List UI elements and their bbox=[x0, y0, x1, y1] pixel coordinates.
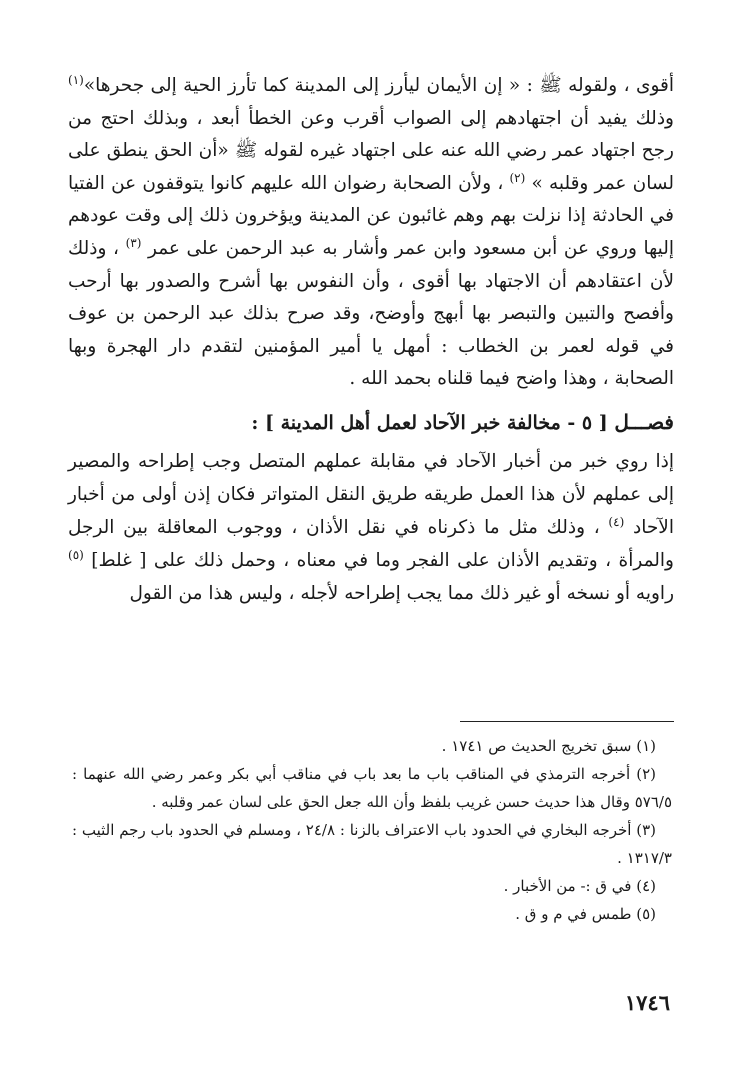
section-heading bbox=[68, 406, 674, 439]
footnote-3: (٣) أخرجه البخاري في الحدود باب الاعتراف بالزنا : ٢٤/٨ ، ومسلم في الحدود باب رجم الثيب : ١٣١٧/٣ . bbox=[72, 821, 672, 867]
footnote-ref-2: (٢) bbox=[509, 170, 526, 185]
paragraph-1-part-c: ، ولأن الصحابة رضوان الله عليهم كانوا يتوقفون عن الفتيا في الحادثة إذا نزلت بهم وهم غائبون عن المدينة ويؤخرون ذلك إلى وقت عودهم إليها وروي عن أبن مسعود وابن عمر وأشار به عبد الرحمن على عمر bbox=[68, 172, 674, 259]
paragraph-1-part-a: أقوى ، ولقوله ﷺ : « إن الأيمان ليأرز إلى المدينة كما تأرز الحية إلى جحرها» bbox=[83, 75, 674, 96]
section-body bbox=[68, 445, 674, 610]
paragraph-2-part-c: راويه أو نسخه أو غير ذلك مما يجب إطراحه لأجله ، وليس هذا من القول bbox=[129, 582, 674, 604]
section-title: [ ٥ - مخالفة خبر الآحاد لعمل أهل المدينة ] : bbox=[251, 411, 608, 434]
footnote-2: (٢) أخرجه الترمذي في المناقب باب ما بعد باب في مناقب أبي بكر وعمر رضي الله عنهما : ٥٧٦/٥ وقال هذا حديث حسن غريب بلفظ وأن الله جعل الحق على لسان عمر وقلبه . bbox=[72, 765, 672, 811]
section-lead: فصـــل bbox=[614, 409, 674, 434]
footnote-ref-5: (٥) bbox=[68, 547, 84, 562]
footnotes bbox=[72, 732, 672, 928]
paragraph-2-part-a: إذا روي خبر من أخبار الآحاد في مقابلة عملهم المتصل وجب إطراحه والمصير إلى عملهم لأن هذا العمل طريقه طريق النقل المتواتر فكان إذن أولى من أخبار الآحاد bbox=[68, 450, 674, 538]
paragraph-1 bbox=[68, 70, 674, 396]
paragraph-2 bbox=[68, 445, 674, 610]
footnote-4: (٤) في ق :- من الأخبار . bbox=[503, 877, 656, 895]
footnote-ref-3: (٣) bbox=[125, 235, 142, 250]
main-text bbox=[68, 70, 674, 396]
footnote-5: (٥) طمس في م و ق . bbox=[515, 905, 656, 923]
footnote-divider bbox=[460, 721, 674, 722]
footnote-ref-4: (٤) bbox=[608, 514, 625, 529]
page-number: ١٧٤٦ bbox=[624, 990, 670, 1015]
footnote-ref-1: (١) bbox=[68, 72, 84, 87]
paragraph-2-part-b: ، وذلك مثل ما ذكرناه في نقل الأذان ، ووجوب المعاقلة بين الرجل والمرأة ، وتقديم الأذان على الفجر وما في معناه ، وحمل ذلك على [ غلط] bbox=[68, 516, 674, 571]
page-content bbox=[68, 70, 674, 610]
paragraph-1-part-d: ، وذلك لأن اعتقادهم أن الاجتهاد بها أقوى ، وأن النفوس بها أشرح والصدور بها أرحب وأفصح والتبين والتبصر بها أبهج وأوضح، وقد صرح بذلك عبد الرحمن بن عوف في قوله لعمر بن الخطاب : أمهل يا أمير المؤمنين لتقدم دار الهجرة وبها الصحابة ، وهذا واضح فيما قلناه بحمد الله . bbox=[68, 237, 674, 390]
paragraph-1-part-b: وذلك يفيد أن اجتهادهم إلى الصواب أقرب وعن الخطأ أبعد ، وبذلك احتج من رجح اجتهاد عمر رضي الله عنه على اجتهاد غيره لقوله ﷺ «أن الحق ينطق على لسان عمر وقلبه » bbox=[68, 107, 674, 194]
footnote-1: (١) سبق تخريج الحديث ص ١٧٤١ . bbox=[441, 737, 656, 755]
